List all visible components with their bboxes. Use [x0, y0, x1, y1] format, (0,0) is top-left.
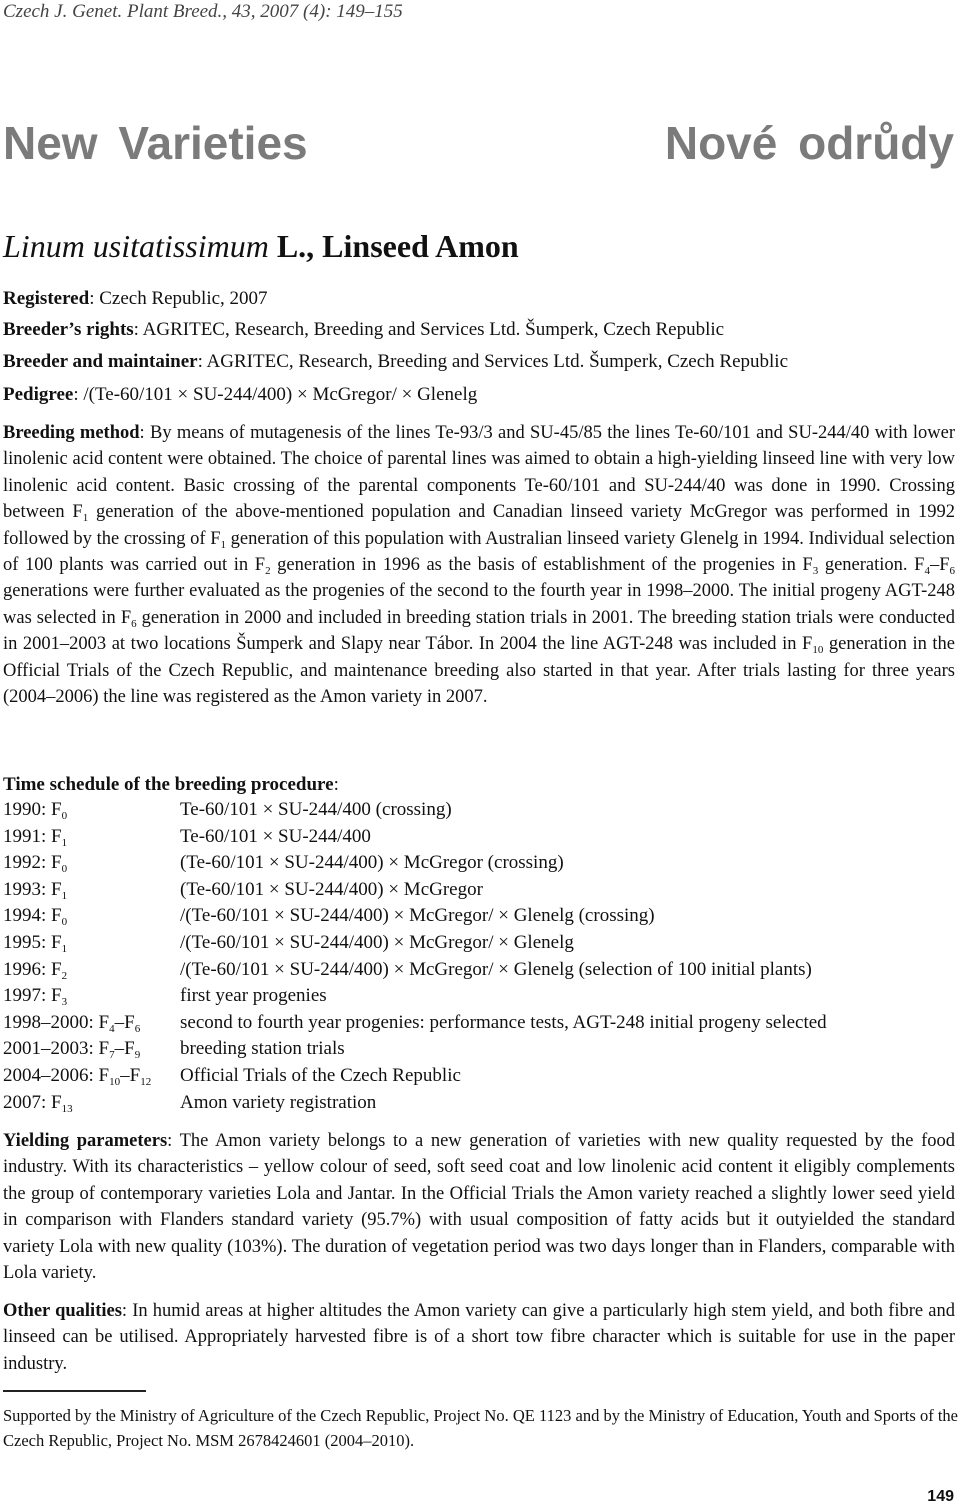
- variety-name: L., Linseed Amon: [268, 228, 519, 264]
- pedigree-label: Pedigree: [3, 384, 74, 405]
- breeding-text: generation in the Official Trials of the Czech Republic, and maintenance breeding also started in that year. After trials lasting for three years (2004–2006) the line was registered as the Amon variety in 2007.: [3, 634, 955, 708]
- pedigree-value: : /(Te-60/101 × SU-244/400) × McGregor/ × Glenelg: [73, 384, 478, 405]
- yielding-label: Yielding parameters: [3, 1131, 168, 1151]
- schedule-year-text: 1991: F: [3, 825, 62, 847]
- breeding-text: generation of the above-mentioned population and Canadian linseed variety McGregor was performed in 1992 followed by the crossing of F: [3, 502, 955, 549]
- breeders-rights-line: [3, 317, 958, 343]
- schedule-year: [3, 903, 67, 930]
- maintainer-label: Breeder and maintainer: [3, 351, 198, 372]
- generation-subscript: 3: [812, 565, 819, 578]
- generation-subscript: 4: [109, 1022, 115, 1035]
- schedule-row: [3, 957, 958, 984]
- generation-subscript: 2: [61, 969, 68, 982]
- generation-subscript: 1: [61, 836, 68, 849]
- generation-subscript: 10: [109, 1075, 121, 1088]
- section-banner: [3, 116, 954, 170]
- schedule-row: [3, 824, 958, 851]
- generation-subscript: 1: [82, 512, 89, 525]
- footnote-rule: [3, 1390, 146, 1392]
- schedule-description: first year progenies: [180, 985, 327, 1007]
- other-qualities-paragraph: [3, 1298, 955, 1377]
- schedule-row: [3, 930, 958, 957]
- schedule-row: [3, 877, 958, 904]
- schedule-year-text: 1993: F: [3, 878, 62, 900]
- generation-subscript: 1: [61, 942, 68, 955]
- yielding-text: : The Amon variety belongs to a new generation of varieties with new quality requested by the food industry. With its characteristics – yellow colour of seed, soft seed coat and low linolenic acid content it eligibly complements the group of contemporary varieties Lola and Jantar. In the Official Trials the Amon variety reached a slightly lower seed yield in comparison with Flanders standard variety (95.7%) with usual composition of fatty acids but it outyielded the standard variety Lola with new quality (103%). The duration of vegetation period was two days longer than in Flanders, comparable with Lola variety.: [3, 1131, 955, 1284]
- generation-subscript: 6: [131, 617, 137, 630]
- other-qualities-text: : In humid areas at higher altitudes the Amon variety can give a particularly high stem yield, and both fibre and linseed can be utilised. Appropriately harvested fibre is of a short tow fibre character which is suitable for use in the paper industry.: [3, 1301, 955, 1374]
- schedule-description: /(Te-60/101 × SU-244/400) × McGregor/ × Glenelg: [180, 931, 574, 953]
- registered-value: : Czech Republic, 2007: [89, 288, 268, 309]
- pedigree-line: [3, 382, 958, 408]
- generation-subscript: 2: [265, 565, 271, 578]
- breeding-schedule: [3, 797, 958, 1116]
- breeding-method-paragraph: [3, 420, 955, 710]
- schedule-year-text: 1994: F: [3, 905, 62, 927]
- schedule-year-text: 1990: F: [3, 799, 62, 820]
- schedule-year: [3, 983, 67, 1010]
- schedule-year: [3, 877, 67, 904]
- generation-subscript: 4: [924, 565, 930, 578]
- schedule-row: [3, 903, 958, 930]
- schedule-description: (Te-60/101 × SU-244/400) × McGregor: [180, 878, 483, 900]
- schedule-label: Time schedule of the breeding procedure: [3, 774, 334, 795]
- generation-subscript: 3: [61, 996, 68, 1009]
- schedule-year-text: 2001–2003: F: [3, 1038, 110, 1060]
- schedule-year-text: 1996: F: [3, 958, 62, 980]
- schedule-row: [3, 1010, 958, 1037]
- schedule-description: breeding station trials: [180, 1038, 345, 1060]
- generation-subscript: 9: [134, 1049, 141, 1062]
- schedule-colon: :: [333, 774, 339, 795]
- generation-subscript: 10: [812, 644, 824, 657]
- breeders-rights-value: : AGRITEC, Research, Breeding and Services Ltd. Šumperk, Czech Republic: [133, 319, 725, 340]
- schedule-row: [3, 797, 958, 824]
- breeding-text: generation of this population with Australian linseed variety Glenelg in 1994. Individual selection of 100 plants was carried out in F: [3, 528, 955, 576]
- schedule-year-text: 1997: F: [3, 985, 62, 1007]
- schedule-year: [3, 850, 67, 877]
- banner-english: New Varieties: [3, 117, 308, 169]
- schedule-year-text: 2007: F: [3, 1091, 62, 1113]
- generation-subscript: 7: [109, 1049, 115, 1062]
- other-qualities-label: Other qualities: [3, 1301, 122, 1321]
- schedule-description: /(Te-60/101 × SU-244/400) × McGregor/ × Glenelg (crossing): [180, 905, 655, 927]
- breeding-text: generation in 1996 as the basis of establishment of the progenies in F: [270, 555, 813, 576]
- schedule-year: [3, 824, 67, 851]
- generation-subscript: 13: [61, 1102, 73, 1115]
- schedule-description: /(Te-60/101 × SU-244/400) × McGregor/ × Glenelg (selection of 100 initial plants): [180, 958, 812, 980]
- banner-czech: Nové odrůdy: [664, 117, 954, 169]
- schedule-year-range: –F: [114, 1038, 135, 1060]
- breeding-text: : By means of mutagenesis of the lines Te-93/3 and SU-45/85 the lines Te-60/101 and SU-244/40 with lower linolenic acid content were obtained. The choice of parental lines was aimed to obtain a high-yielding linseed line with very low linolenic acid content. Basic crossing of the parental components Te-60/101 and SU-244/40 was done in 1990. Crossing between F: [3, 423, 955, 523]
- schedule-year-text: 2004–2006: F: [3, 1064, 110, 1086]
- generation-subscript: 0: [61, 916, 68, 929]
- schedule-description: second to fourth year progenies: performance tests, AGT-248 initial progeny selected: [180, 1011, 827, 1033]
- schedule-year: [3, 957, 67, 984]
- generation-subscript: 1: [61, 889, 68, 902]
- generation-subscript: 0: [61, 810, 68, 822]
- schedule-year: [3, 1010, 140, 1037]
- funding-footnote: Supported by the Ministry of Agriculture of the Czech Republic, Project No. QE 1123 and by the Ministry of Education, Youth and Sports of the Czech Republic, Project No. MSM 2678424601 (2004–2010).: [3, 1406, 958, 1450]
- breeders-rights-label: Breeder’s rights: [3, 319, 134, 340]
- schedule-year: [3, 1036, 140, 1063]
- schedule-row: [3, 1063, 958, 1090]
- breeding-method-label: Breeding method: [3, 423, 140, 443]
- yielding-paragraph: [3, 1128, 955, 1286]
- schedule-description: Official Trials of the Czech Republic: [180, 1064, 461, 1086]
- generation-subscript: 1: [220, 538, 227, 551]
- latin-name: Linum usitatissimum: [3, 228, 269, 264]
- breeding-text: generations were further evaluated as the progenies of the second to the fourth year in 1998–2000. The initial progeny AGT-248 was selected in F: [3, 581, 955, 628]
- schedule-year-range: –F: [120, 1064, 141, 1086]
- schedule-year: [3, 1090, 73, 1117]
- breeding-text: –F: [929, 555, 950, 576]
- schedule-year: [3, 797, 67, 824]
- schedule-year-text: 1992: F: [3, 852, 62, 874]
- generation-subscript: 6: [134, 1022, 141, 1035]
- schedule-row: [3, 1036, 958, 1063]
- schedule-description: (Te-60/101 × SU-244/400) × McGregor (crossing): [180, 852, 564, 874]
- schedule-row: [3, 850, 958, 877]
- schedule-year-text: 1995: F: [3, 931, 62, 953]
- schedule-heading: [3, 772, 339, 798]
- schedule-row: [3, 1090, 958, 1117]
- generation-subscript: 6: [949, 565, 955, 578]
- registered-label: Registered: [3, 288, 90, 309]
- schedule-description: Te-60/101 × SU-244/400 (crossing): [180, 799, 452, 820]
- registered-line: [3, 286, 958, 312]
- schedule-year-text: 1998–2000: F: [3, 1011, 110, 1033]
- maintainer-line: [3, 349, 958, 375]
- variety-title: [3, 228, 519, 265]
- schedule-description: Te-60/101 × SU-244/400: [180, 825, 371, 847]
- schedule-year-range: –F: [114, 1011, 135, 1033]
- breeding-text: generation in 2000 and included in breeding station trials in 2001. The breeding station trials were conducted in 2001–2003 at two locations Šumperk and Slapy near Tábor. In 2004 the line AGT-248 was included in F: [3, 607, 956, 655]
- schedule-description: Amon variety registration: [180, 1091, 377, 1113]
- generation-subscript: 12: [140, 1075, 152, 1088]
- journal-reference: Czech J. Genet. Plant Breed., 43, 2007 (4): 149–155: [3, 1, 403, 22]
- breeding-text: generation. F: [818, 555, 925, 576]
- generation-subscript: 0: [61, 863, 68, 876]
- schedule-year: [3, 1063, 151, 1090]
- page-number: 149: [927, 1488, 954, 1505]
- schedule-row: [3, 983, 958, 1010]
- maintainer-value: : AGRITEC, Research, Breeding and Services Ltd. Šumperk, Czech Republic: [197, 351, 789, 372]
- schedule-year: [3, 930, 67, 957]
